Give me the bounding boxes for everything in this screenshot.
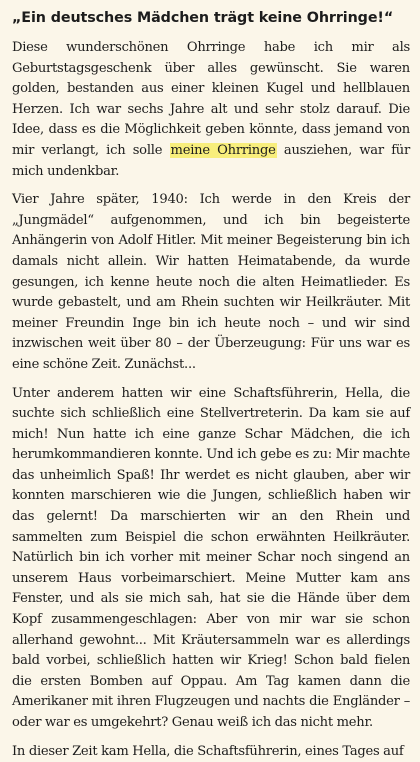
- paragraph-1: [12, 38, 410, 182]
- paragraph-3: Unter anderem hatten wir eine Schaftsführerin, Hella, die suchte sich schließlich eine Stellvertreterin. Da kam sie auf mich! Nun hatte ich eine ganze Schar Mädchen, die ich herumkommandieren konnte. Und ich gebe es zu: Mir machte das unheimlich Spaß! Ihr werdet es nicht glauben, aber wir konnten marschieren wie die Jungen, schließlich haben wir das gelernt! Da marschierten wir an den Rhein und sammelten zum Beispiel die schon erwähnten Heilkräuter. Natürlich bin ich vorher mit meiner Schar noch singend an unserem Haus vorbeimarschiert. Meine Mutter kam ans Fenster, und als sie mich sah, hat sie die Hände über dem Kopf zusammengeschlagen: Aber von mir war sie schon allerhand gewohnt... Mit Kräutersammeln war es allerdings bald vorbei, schließlich hatten wir Krieg! Schon bald fielen die ersten Bomben auf Oppau. Am Tag kamen dann die Amerikaner mit ihren Flugzeugen und nachts die Engländer – oder war es umgekehrt? Genau weiß ich das nicht mehr.: [12, 385, 410, 730]
- paragraph-1-text-after: ausziehen, war für mich undenkbar.: [12, 142, 410, 179]
- paragraph-4: In dieser Zeit kam Hella, die Schaftsführerin, eines Tages auf: [12, 743, 404, 759]
- paragraph-2: Vier Jahre später, 1940: Ich werde in den Kreis der „Jungmädel“ aufgenommen, und ich bin begeisterte Anhängerin von Adolf Hitler. Mit meiner Begeisterung bin ich damals nicht allein. Wir hatten Heimatabende, da wurde gesungen, ich kenne heute noch die alten Heimatlieder. Es wurde gebastelt, und am Rhein suchten wir Heilkräuter. Mit meiner Freundin Inge bin ich heute noch – und wir sind inzwischen weit über 80 – der Überzeugung: Für uns war es eine schöne Zeit. Zunächst...: [12, 192, 410, 372]
- highlighted-text[interactable]: meine Ohrringe: [170, 142, 276, 158]
- chapter-title: „Ein deutsches Mädchen trägt keine Ohrringe!“: [12, 10, 394, 26]
- paragraph-1-text-before: Diese wunderschönen Ohrringe habe ich mir als Geburtstagsgeschenk über alles gewünscht. Sie waren golden, bestanden aus einer kleinen Kugel und hellblauen Herzen. Ich war sechs Jahre alt und sehr stolz darauf. Die Idee, dass es die Möglichkeit geben könnte, dass jemand von mir verlangt, ich solle: [12, 40, 410, 158]
